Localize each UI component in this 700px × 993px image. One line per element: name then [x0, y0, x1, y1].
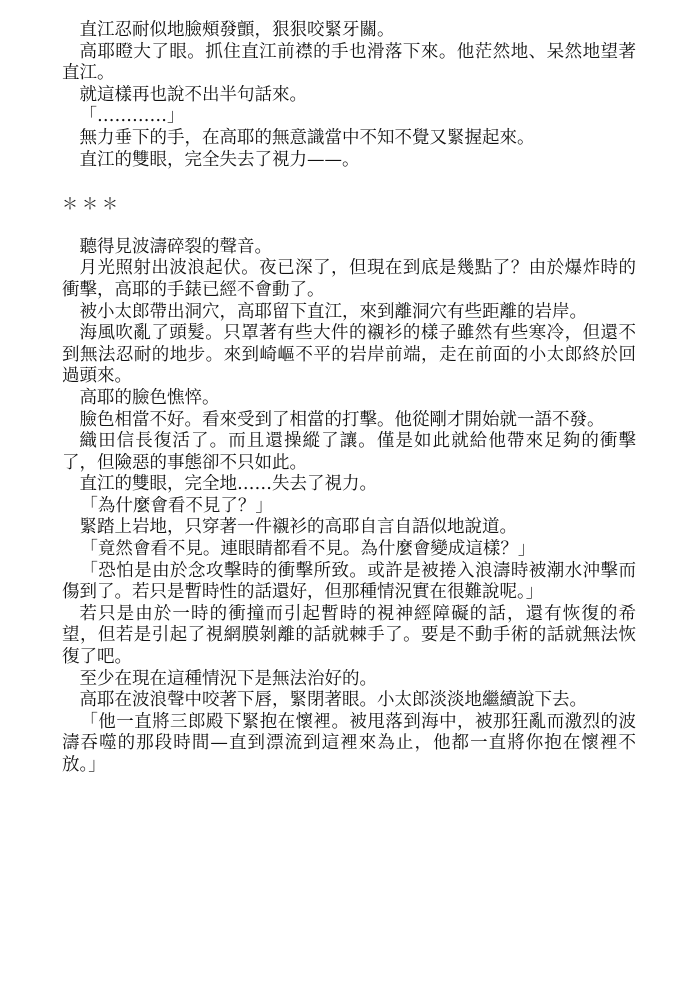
paragraph: 無力垂下的手，在高耶的無意識當中不知不覺又緊握起來。: [79, 127, 535, 148]
section-separator: ＊＊＊: [62, 194, 123, 214]
paragraph: 直江的雙眼，完全地……失去了視力。: [79, 474, 377, 495]
spacer: [62, 171, 636, 193]
paragraph: 高耶的臉色憔悴。: [79, 387, 220, 408]
dialogue-paragraph: 「…………」: [79, 106, 185, 127]
paragraph: 直江的雙眼，完全失去了視力——。: [79, 149, 360, 170]
paragraph: 緊踏上岩地，只穿著一件襯衫的高耶自言自語似地說道。: [79, 517, 517, 538]
paragraph: 至少在現在這種情況下是無法治好的。: [79, 668, 377, 689]
paragraph: 高耶瞪大了眼。抓住直江前襟的手也滑落下來。他茫然地、呆然地望著直江。: [62, 41, 636, 84]
paragraph: 海風吹亂了頭髮。只罩著有些大件的襯衫的樣子雖然有些寒冷，但還不到無法忍耐的地步。來到崎嶇不平的岩岸前端，走在前面的小太郎終於回過頭來。: [62, 323, 636, 387]
paragraph: 臉色相當不好。看來受到了相當的打擊。他從剛才開始就一語不發。: [79, 409, 605, 430]
section-1: [62, 20, 636, 171]
document-page: [62, 20, 636, 777]
paragraph: 若只是由於一時的衝撞而引起暫時的視神經障礙的話，還有恢復的希望，但若是引起了視網膜剝離的話就棘手了。要是不動手術的話就無法恢復了吧。: [62, 603, 636, 668]
dialogue-paragraph: 「他一直將三郎殿下緊抱在懷裡。被甩落到海中，被那狂亂而激烈的波濤吞噬的那段時間—直到漂流到這裡來為止，他都一直將你抱在懷裡不放。」: [62, 711, 636, 775]
dialogue-paragraph: 「為什麼會看不見了？」: [80, 495, 273, 516]
paragraph: 直江忍耐似地臉頰發顫，狠狠咬緊牙關。: [79, 20, 395, 40]
paragraph: 高耶在波浪聲中咬著下唇，緊閉著眼。小太郎淡淡地繼續說下去。: [79, 690, 587, 711]
paragraph: 被小太郎帶出洞穴，高耶留下直江，來到離洞穴有些距離的岩岸。: [79, 301, 587, 322]
spacer: [62, 215, 636, 237]
dialogue-paragraph: 「竟然會看不見。連眼睛都看不見。為什麼會變成這樣？」: [80, 539, 536, 560]
paragraph: 織田信長復活了。而且還操縱了讓。僅是如此就給他帶來足夠的衝擊了，但險惡的事態卻不只如此。: [62, 431, 636, 473]
paragraph: 就這樣再也說不出半句話來。: [79, 84, 307, 105]
paragraph: 聽得見波濤碎裂的聲音。: [79, 236, 272, 257]
section-2: [62, 237, 636, 777]
dialogue-paragraph: 「恐怕是由於念攻擊時的衝擊所致。或許是被捲入浪濤時被潮水沖擊而傷到了。若只是暫時性的話還好，但那種情況實在很難說呢。」: [62, 560, 636, 603]
paragraph: 月光照射出波浪起伏。夜已深了，但現在到底是幾點了？由於爆炸時的衝擊，高耶的手錶已經不會動了。: [62, 258, 636, 300]
